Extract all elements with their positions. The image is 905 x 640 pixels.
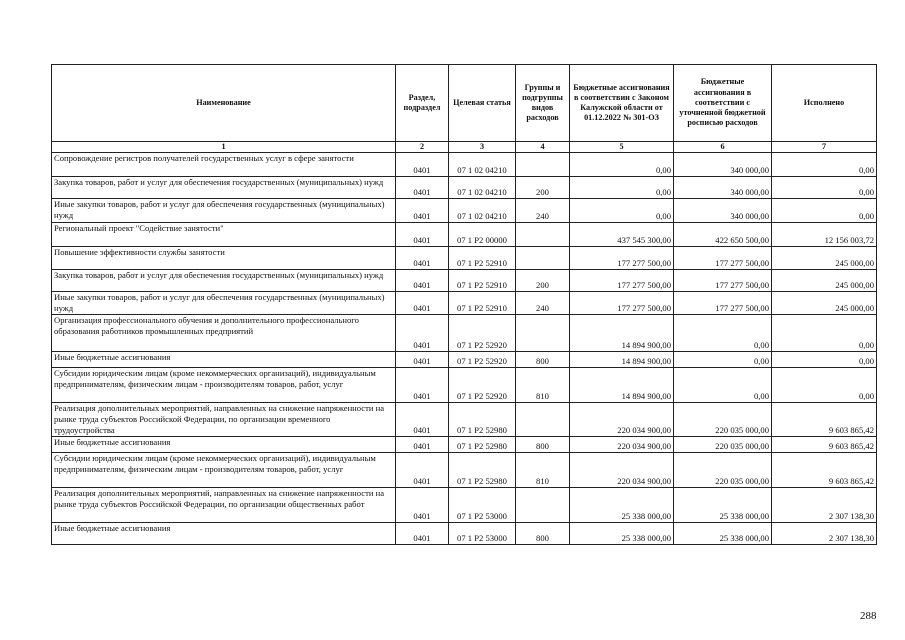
row-law-amount: 220 034 900,00 [570,437,674,453]
row-roster-amount: 340 000,00 [674,199,772,223]
row-name: Иные закупки товаров, работ и услуг для обеспечения государственных (муниципальных) нужд [52,199,396,223]
table-row [52,247,877,270]
column-index: 6 [674,142,772,153]
column-index-row [52,142,877,153]
row-law-amount: 14 894 900,00 [570,315,674,352]
row-name: Субсидии юридическим лицам (кроме некоммерческих организаций), индивидуальным предпринимателям, физическим лицам - производителям товаров, работ, услуг [52,368,396,403]
row-law-amount: 177 277 500,00 [570,247,674,270]
row-executed-amount: 9 603 865,42 [772,437,877,453]
row-target-article: 07 1 P2 52910 [449,247,516,270]
row-target-article: 07 1 P2 52980 [449,403,516,437]
row-target-article: 07 1 P2 00000 [449,223,516,247]
row-expense-group: 810 [516,368,570,403]
row-roster-amount: 25 338 000,00 [674,523,772,545]
column-header: Группы и подгруппы видов расходов [516,65,570,142]
table-row [52,199,877,223]
row-law-amount: 437 545 300,00 [570,223,674,247]
row-executed-amount: 12 156 003,72 [772,223,877,247]
row-name: Реализация дополнительных мероприятий, направленных на снижение напряженности на рынке труда субъектов Российской Федерации, по организации временного трудоустройства [52,403,396,437]
column-header: Бюджетные ассигнования в соответствии с Законом Калужской области от 01.12.2022 № 301-ОЗ [570,65,674,142]
row-section: 0401 [396,352,449,368]
row-expense-group [516,488,570,523]
row-law-amount: 0,00 [570,199,674,223]
row-name: Повышение эффективности службы занятости [52,247,396,270]
row-section: 0401 [396,270,449,292]
row-roster-amount: 220 035 000,00 [674,403,772,437]
row-executed-amount: 0,00 [772,153,877,177]
row-executed-amount: 9 603 865,42 [772,453,877,488]
column-header: Раздел, подраздел [396,65,449,142]
row-target-article: 07 1 P2 52980 [449,437,516,453]
row-target-article: 07 1 02 04210 [449,153,516,177]
column-index: 2 [396,142,449,153]
row-expense-group: 810 [516,453,570,488]
table-row [52,437,877,453]
row-target-article: 07 1 P2 53000 [449,523,516,545]
column-index: 7 [772,142,877,153]
row-executed-amount: 0,00 [772,177,877,199]
row-section: 0401 [396,488,449,523]
row-law-amount: 25 338 000,00 [570,488,674,523]
row-law-amount: 25 338 000,00 [570,523,674,545]
row-law-amount: 0,00 [570,177,674,199]
row-section: 0401 [396,177,449,199]
row-expense-group: 240 [516,292,570,315]
row-roster-amount: 177 277 500,00 [674,292,772,315]
column-index: 1 [52,142,396,153]
row-name: Организация профессионального обучения и дополнительного профессионального образования работников промышленных предприятий [52,315,396,352]
row-expense-group: 200 [516,270,570,292]
row-target-article: 07 1 P2 52920 [449,368,516,403]
row-executed-amount: 9 603 865,42 [772,403,877,437]
row-target-article: 07 1 P2 52910 [449,292,516,315]
row-roster-amount: 177 277 500,00 [674,270,772,292]
row-target-article: 07 1 P2 52920 [449,315,516,352]
row-executed-amount: 2 307 138,30 [772,523,877,545]
row-name: Региональный проект "Содействие занятости" [52,223,396,247]
table-row [52,368,877,403]
row-expense-group: 240 [516,199,570,223]
row-roster-amount: 422 650 500,00 [674,223,772,247]
column-header: Целевая статья [449,65,516,142]
row-law-amount: 0,00 [570,153,674,177]
column-header: Исполнено [772,65,877,142]
row-expense-group [516,403,570,437]
row-target-article: 07 1 P2 52980 [449,453,516,488]
table-row [52,315,877,352]
row-executed-amount: 0,00 [772,315,877,352]
column-index: 4 [516,142,570,153]
row-executed-amount: 0,00 [772,199,877,223]
row-name: Реализация дополнительных мероприятий, направленных на снижение напряженности на рынке труда субъектов Российской Федерации, по организации общественных работ [52,488,396,523]
column-header: Наименование [52,65,396,142]
row-law-amount: 177 277 500,00 [570,270,674,292]
row-target-article: 07 1 02 04210 [449,177,516,199]
row-roster-amount: 220 035 000,00 [674,453,772,488]
row-law-amount: 177 277 500,00 [570,292,674,315]
row-name: Субсидии юридическим лицам (кроме некоммерческих организаций), индивидуальным предпринимателям, физическим лицам - производителям товаров, работ, услуг [52,453,396,488]
row-expense-group: 200 [516,177,570,199]
row-section: 0401 [396,453,449,488]
row-target-article: 07 1 02 04210 [449,199,516,223]
row-name: Иные бюджетные ассигнования [52,437,396,453]
row-section: 0401 [396,223,449,247]
row-expense-group [516,247,570,270]
table-row [52,488,877,523]
row-executed-amount: 245 000,00 [772,292,877,315]
row-law-amount: 220 034 900,00 [570,403,674,437]
header-row [52,65,877,142]
row-law-amount: 220 034 900,00 [570,453,674,488]
row-target-article: 07 1 P2 53000 [449,488,516,523]
row-roster-amount: 0,00 [674,352,772,368]
row-section: 0401 [396,292,449,315]
row-section: 0401 [396,403,449,437]
table-row [52,153,877,177]
row-expense-group: 800 [516,352,570,368]
row-law-amount: 14 894 900,00 [570,352,674,368]
row-section: 0401 [396,523,449,545]
row-section: 0401 [396,199,449,223]
column-header: Бюджетные ассигнования в соответствии с уточненной бюджетной росписью расходов [674,65,772,142]
row-name: Иные закупки товаров, работ и услуг для обеспечения государственных (муниципальных) нужд [52,292,396,315]
row-section: 0401 [396,437,449,453]
row-name: Сопровождение регистров получателей государственных услуг в сфере занятости [52,153,396,177]
table-row [52,403,877,437]
row-expense-group [516,315,570,352]
row-executed-amount: 2 307 138,30 [772,488,877,523]
row-expense-group [516,153,570,177]
row-expense-group: 800 [516,437,570,453]
row-roster-amount: 177 277 500,00 [674,247,772,270]
row-section: 0401 [396,247,449,270]
budget-table [51,64,877,545]
column-index: 5 [570,142,674,153]
row-roster-amount: 0,00 [674,315,772,352]
page-number: 288 [860,610,877,622]
row-roster-amount: 340 000,00 [674,153,772,177]
row-target-article: 07 1 P2 52910 [449,270,516,292]
row-roster-amount: 0,00 [674,368,772,403]
row-name: Закупка товаров, работ и услуг для обеспечения государственных (муниципальных) нужд [52,270,396,292]
column-index: 3 [449,142,516,153]
row-expense-group: 800 [516,523,570,545]
row-expense-group [516,223,570,247]
row-executed-amount: 245 000,00 [772,247,877,270]
row-roster-amount: 220 035 000,00 [674,437,772,453]
row-name: Иные бюджетные ассигнования [52,523,396,545]
table-row [52,453,877,488]
row-section: 0401 [396,153,449,177]
row-law-amount: 14 894 900,00 [570,368,674,403]
table-row [52,270,877,292]
row-name: Закупка товаров, работ и услуг для обеспечения государственных (муниципальных) нужд [52,177,396,199]
row-target-article: 07 1 P2 52920 [449,352,516,368]
row-roster-amount: 25 338 000,00 [674,488,772,523]
table-row [52,223,877,247]
table-row [52,292,877,315]
table-row [52,523,877,545]
row-name: Иные бюджетные ассигнования [52,352,396,368]
row-executed-amount: 245 000,00 [772,270,877,292]
table-row [52,352,877,368]
table-row [52,177,877,199]
row-section: 0401 [396,368,449,403]
row-section: 0401 [396,315,449,352]
row-executed-amount: 0,00 [772,352,877,368]
row-executed-amount: 0,00 [772,368,877,403]
row-roster-amount: 340 000,00 [674,177,772,199]
